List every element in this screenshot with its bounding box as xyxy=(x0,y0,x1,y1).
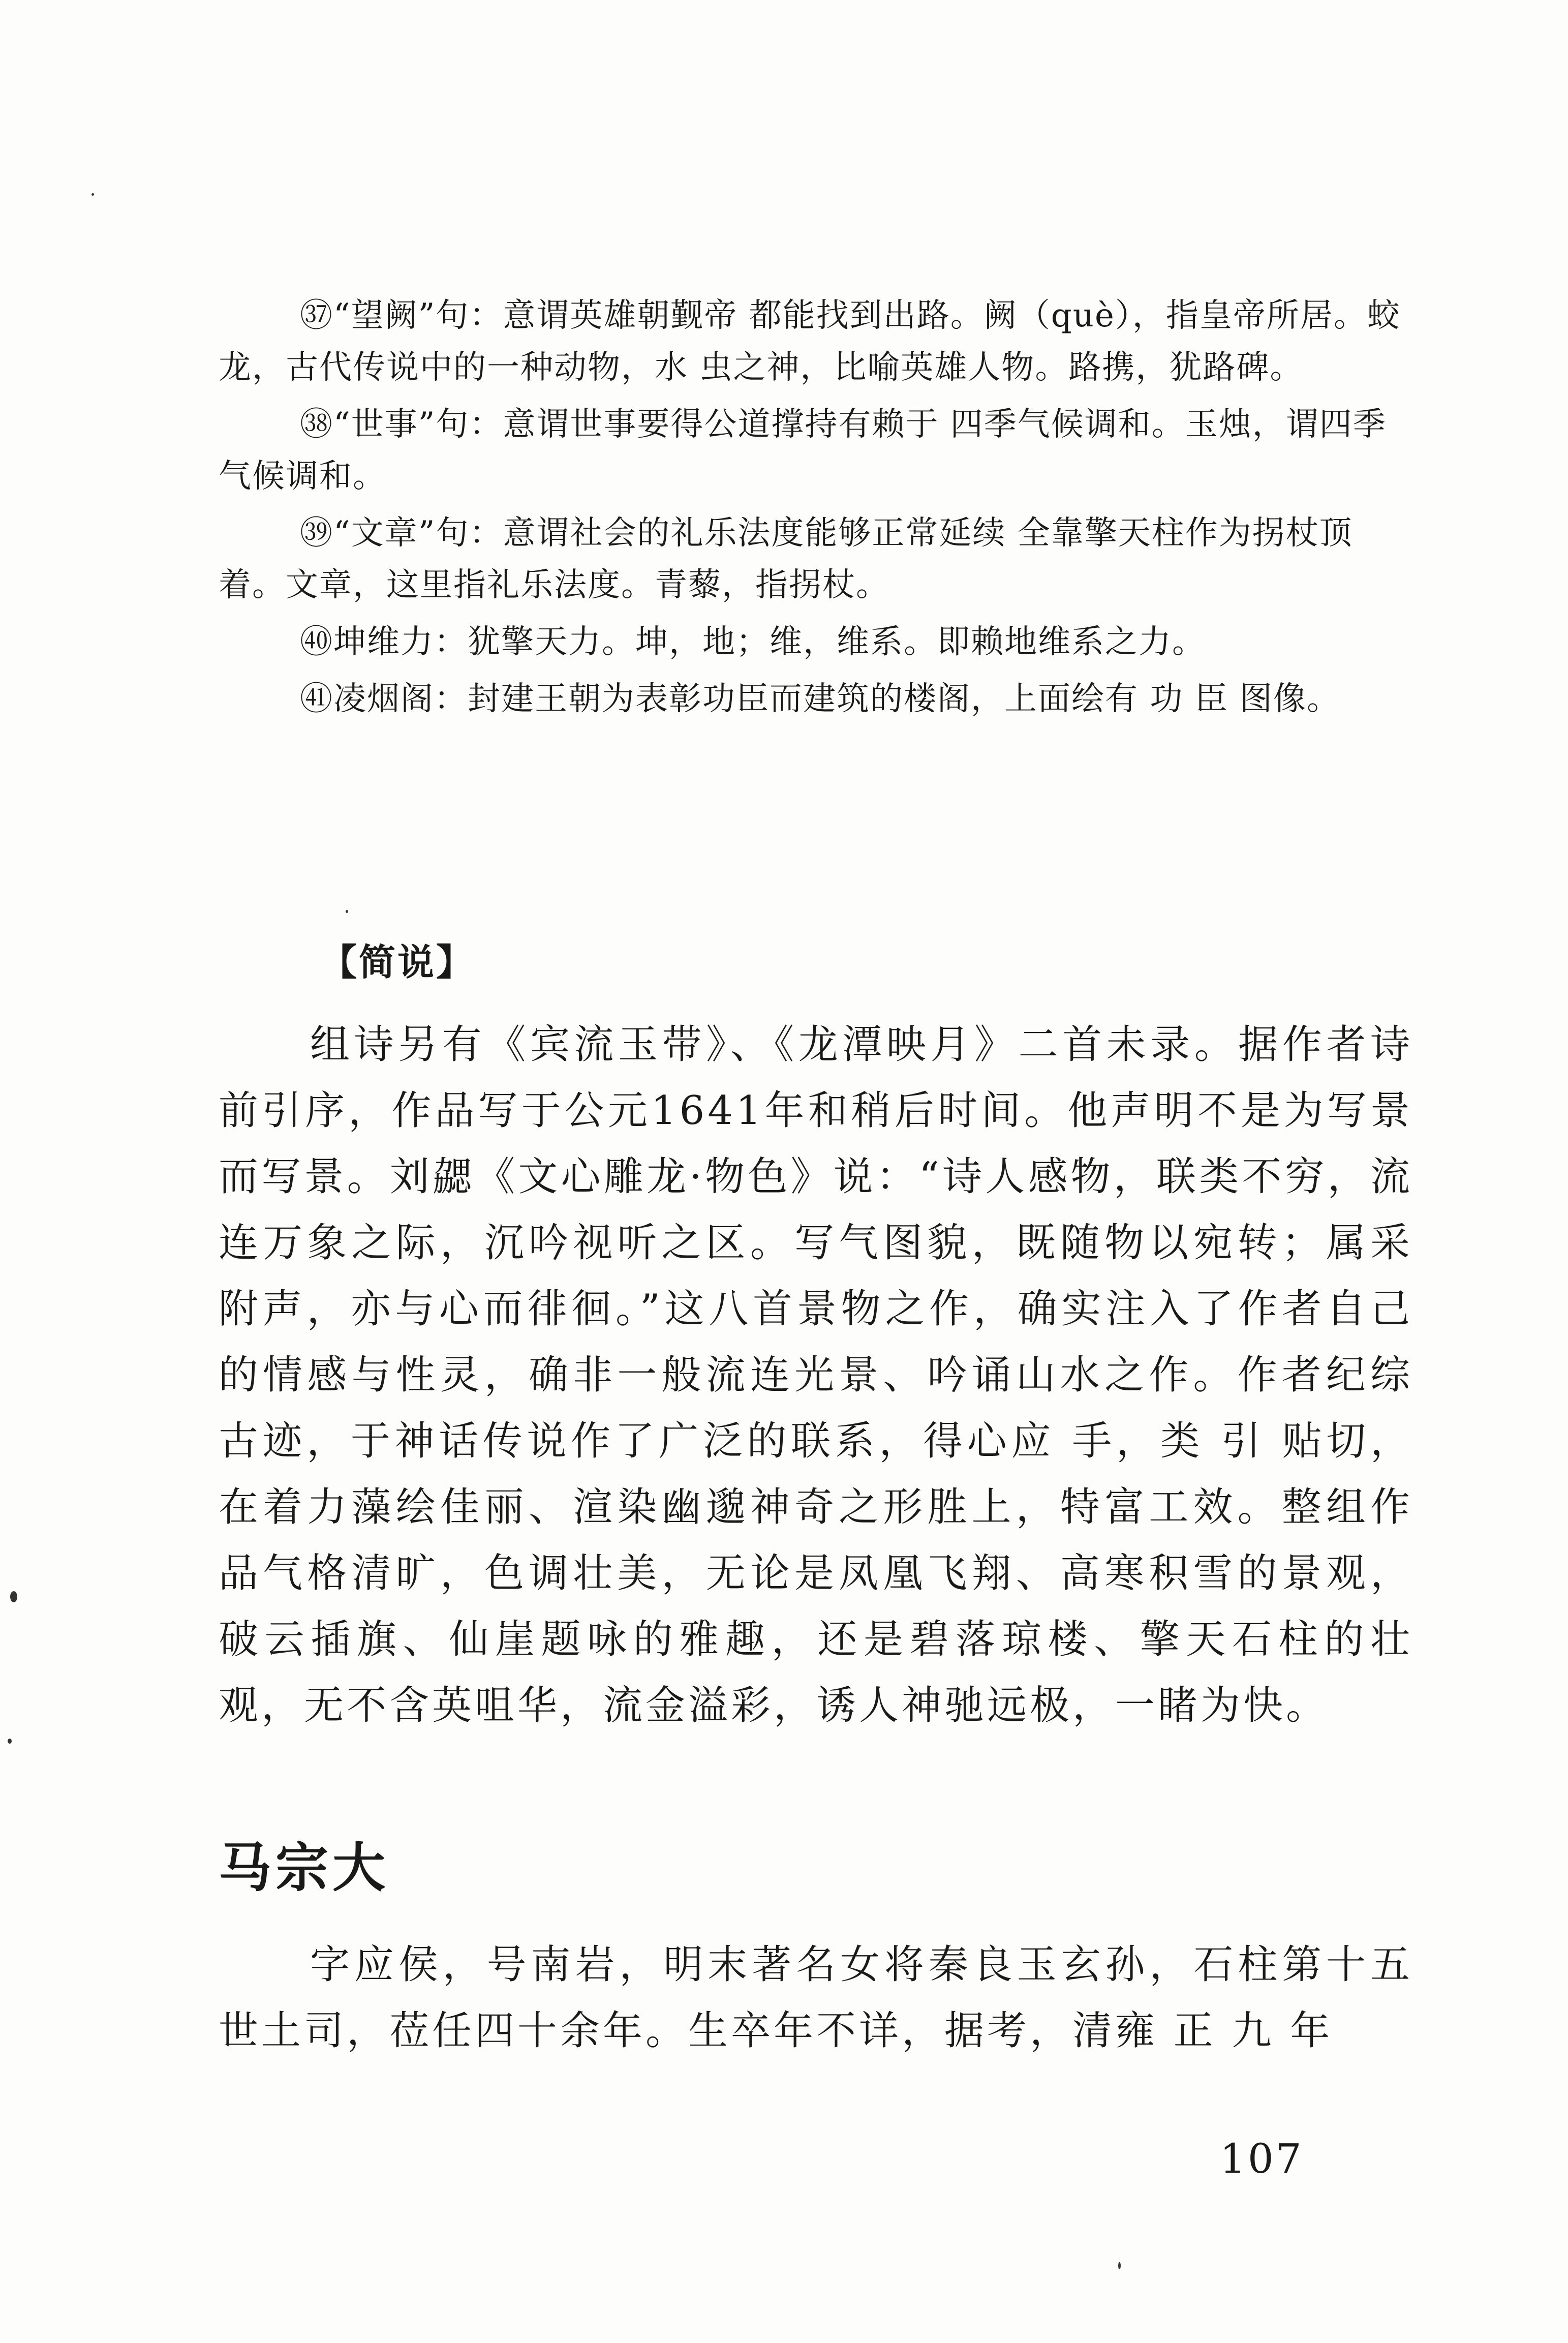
annotation-notes xyxy=(219,290,1413,730)
section-heading: 【简说】 xyxy=(320,941,475,984)
scan-speck xyxy=(91,193,94,196)
scan-speck xyxy=(346,910,348,913)
page-number: 107 xyxy=(1220,2135,1304,2182)
scan-speck xyxy=(8,1739,12,1744)
commentary-paragraph: 组诗另有《宾流玉带》、《龙潭映月》二首未录。据作者诗前引序，作品写于公元1641年和稍后时间。他声明不是为写景而写景。刘勰《文心雕龙·物色》说：“诗人感物，联类不穷，流连万象之际，沉吟视听之区。写气图貌，既随物以宛转；属采附声，亦与心而徘徊。”这八首景物之作，确实注入了作者自己的情感与性灵，确非一般流连光景、吟诵山水之作。作者纪综古迹，于神话传说作了广泛的联系，得心应 手，类 引 贴切，在着力藻绘佳丽、渲染幽邈神奇之形胜上，特富工效。整组作品气格清旷，色调壮美，无论是凤凰飞翔、高寒积雪的景观，破云插旗、仙崖题咏的雅趣，还是碧落琼楼、擎天石柱的壮观，无不含英咀华，流金溢彩，诱人神驰远极，一睹为快。 xyxy=(219,1022,1413,1728)
note-40: ㊵坤维力：犹擎天力。坤，地；维，维系。即赖地维系之力。 xyxy=(300,623,1206,661)
note-38: ㊳“世事”句：意谓世事要得公道撑持有赖于 四季气候调和。玉烛，谓四季气候调和。 xyxy=(219,406,1387,495)
note-41: ㊶凌烟阁：封建王朝为表彰功臣而建筑的楼阁，上面绘有 功 臣 图像。 xyxy=(300,680,1341,718)
scan-speck xyxy=(1118,2262,1121,2269)
note-37: ㊲“望阙”句：意谓英雄朝觐帝 都能找到出路。阙（què），指皇帝所居。蛟龙，古代传说中的一种动物，水 虫之神，比喻英雄人物。路携，犹路碑。 xyxy=(219,297,1401,386)
biography-paragraph: 字应侯，号南岩，明末著名女将秦良玉玄孙，石柱第十五世土司，莅任四十余年。生卒年不详，据考，清雍 正 九 年 xyxy=(219,1942,1413,2054)
scan-speck xyxy=(10,1591,17,1602)
author-heading: 马宗大 xyxy=(219,1837,390,1899)
note-39: ㊴“文章”句：意谓社会的礼乐法度能够正常延续 全靠擎天柱作为拐杖顶着。文章，这里指礼乐法度。青藜，指拐杖。 xyxy=(219,514,1353,604)
